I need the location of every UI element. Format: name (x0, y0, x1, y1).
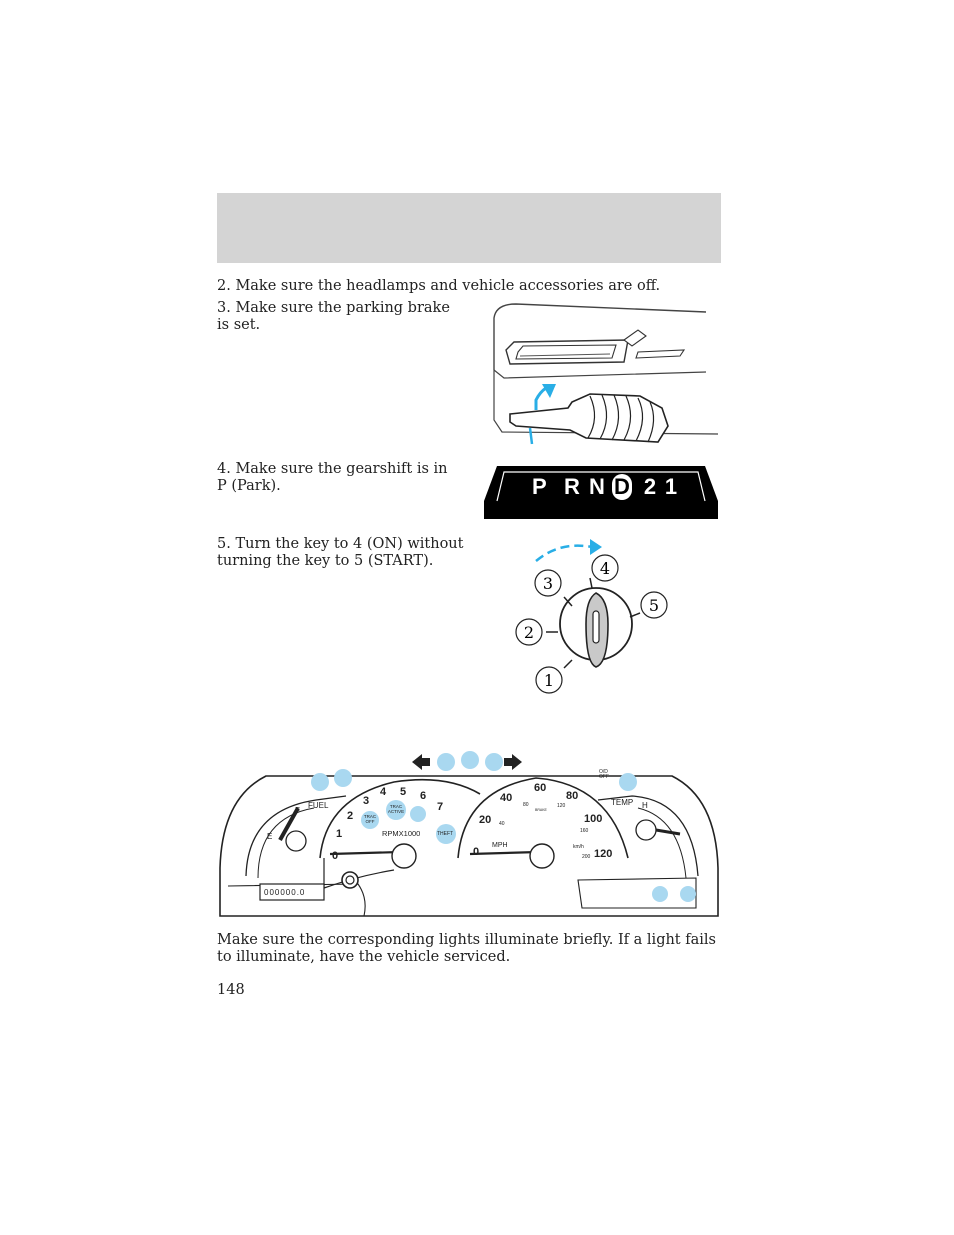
kmh-label: km/h (573, 844, 584, 850)
mph-label: MPH (492, 842, 508, 849)
kmh-tick-40: 40 (499, 821, 505, 827)
ignition-pos-3: 3 (542, 574, 554, 593)
mph-tick-40: 40 (500, 792, 513, 804)
ignition-pos-1: 1 (543, 671, 555, 690)
closing-text: Make sure the corresponding lights illuminate briefly. If a light fails to illuminate, have the vehicle serviced. (217, 932, 716, 965)
tach-tick-3: 3 (363, 795, 370, 807)
gear-indicator (484, 464, 718, 519)
theft-label: THEFT (437, 831, 454, 837)
temp-label: TEMP (611, 798, 634, 807)
ignition-pos-2: 2 (523, 623, 535, 642)
gear-letter-2: 2 (643, 474, 657, 499)
mph-tick-80: 80 (566, 790, 579, 802)
trac-off-label: TRAC OFF (363, 814, 377, 824)
od-off-label: O/D OFF (599, 769, 609, 780)
gear-letter-r: R (564, 474, 580, 499)
fuel-label: FUEL (308, 801, 329, 810)
tach-label: RPMX1000 (382, 829, 421, 838)
gear-letter-1: 1 (664, 474, 678, 499)
tach-tick-1: 1 (336, 828, 343, 840)
brake-label: BRAKE (535, 808, 547, 812)
kmh-tick-200: 200 (582, 854, 591, 860)
ignition-diagram (510, 535, 680, 700)
ignition-pos-4: 4 (599, 559, 611, 578)
mph-tick-20: 20 (479, 814, 492, 826)
odometer: 000000.0 (264, 888, 306, 897)
step-3-text: 3. Make sure the parking brake is set. (217, 300, 450, 333)
ignition-pos-5: 5 (648, 596, 660, 615)
mph-tick-0: 0 (473, 846, 480, 858)
tach-tick-7: 7 (437, 801, 444, 813)
gear-letter-p: P (532, 474, 547, 499)
tach-tick-2: 2 (347, 810, 354, 822)
fuel-full-mark: F (295, 806, 300, 815)
step-2-text: 2. Make sure the headlamps and vehicle accessories are off. (217, 278, 661, 294)
tach-tick-0: 0 (332, 850, 339, 862)
gear-letter-d: D (612, 474, 632, 500)
trac-active-label: TRAC ACTIVE (387, 804, 405, 814)
fuel-empty-mark: E (267, 832, 273, 841)
parking-brake-illustration (490, 300, 722, 450)
step-5-text: 5. Turn the key to 4 (ON) without turning the key to 5 (START). (217, 536, 464, 569)
mph-tick-100: 100 (584, 813, 603, 825)
kmh-tick-80: 80 (523, 802, 529, 808)
kmh-tick-120: 120 (557, 803, 566, 809)
gear-letter-n: N (589, 474, 605, 499)
kmh-tick-160: 160 (580, 828, 589, 834)
tach-tick-4: 4 (380, 786, 387, 798)
mph-tick-60: 60 (534, 782, 547, 794)
page-number: 148 (217, 982, 245, 998)
tach-tick-5: 5 (400, 786, 407, 798)
step-4-text: 4. Make sure the gearshift is in P (Park). (217, 461, 448, 494)
temp-hot-mark: H (642, 801, 648, 810)
mph-tick-120: 120 (594, 848, 613, 860)
cluster-labels (218, 748, 720, 920)
tach-tick-6: 6 (420, 790, 427, 802)
section-header-band (217, 193, 721, 263)
